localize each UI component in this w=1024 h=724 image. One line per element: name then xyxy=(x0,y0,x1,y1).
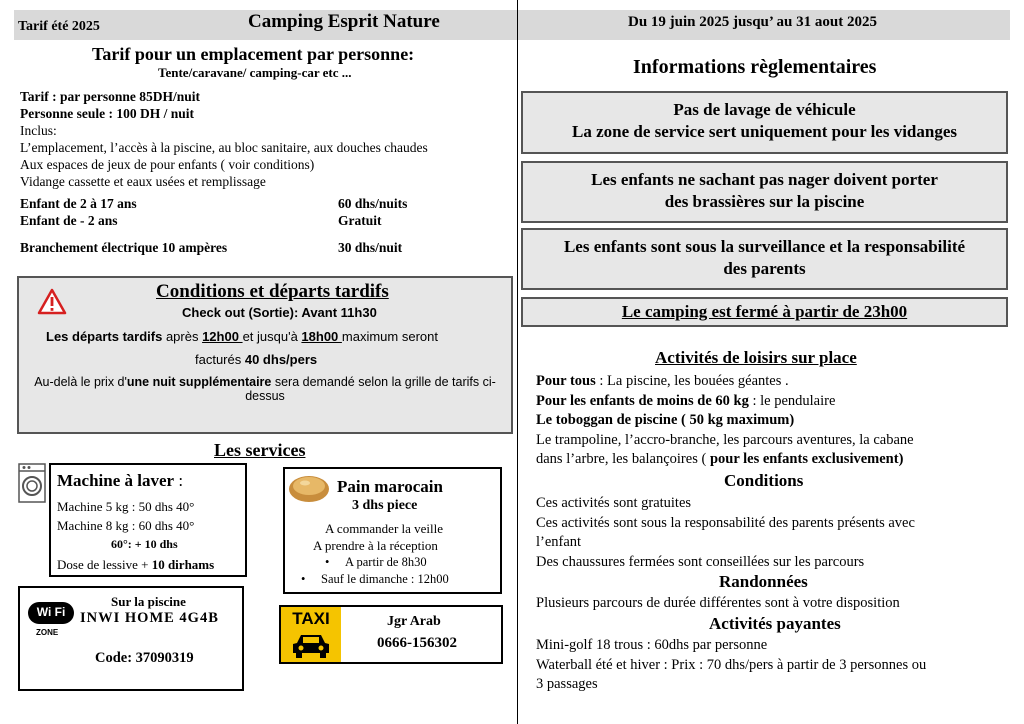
washer-box xyxy=(49,463,247,577)
taxi-name: Jgr Arab xyxy=(387,614,441,629)
washer-5kg: Machine 5 kg : 50 dhs 40° xyxy=(57,499,195,514)
washer-title: Machine à laver : xyxy=(57,471,184,490)
services-title: Les services xyxy=(214,440,306,460)
pricing-subtitle: Tente/caravane/ camping-car etc ... xyxy=(158,65,352,80)
paid-minigolf: Mini-golf 18 trous : 60dhs par personne xyxy=(536,637,768,653)
included-item: Vidange cassette et eaux usées et remplissage xyxy=(20,174,266,189)
wifi-zone: ZONE xyxy=(36,628,59,637)
column-divider xyxy=(517,0,518,724)
condition-shoes: Des chaussures fermées sont conseillées sur les parcours xyxy=(536,553,865,570)
rule-box-supervision xyxy=(521,228,1008,290)
tarif-label: Tarif été 2025 xyxy=(18,19,100,34)
activity-slide: Le toboggan de piscine ( 50 kg maximum) xyxy=(536,412,795,429)
checkout-time: Check out (Sortie): Avant 11h30 xyxy=(182,305,377,320)
pricing-details xyxy=(20,88,428,190)
condition-parents: Ces activités sont sous la responsabilité des parents présents avec xyxy=(536,514,915,531)
activity-under60: Pour les enfants de moins de 60 kg : le pendulaire xyxy=(536,392,836,409)
conditions-subtitle: Conditions xyxy=(724,471,804,490)
paid-waterball: Waterball été et hiver : Prix : 70 dhs/pers à partir de 3 personnes ou xyxy=(536,656,927,673)
activities-list xyxy=(536,372,914,470)
bread-icon xyxy=(288,472,330,504)
bread-box xyxy=(283,467,502,594)
rate-single: Personne seule : 100 DH / nuit xyxy=(20,106,194,121)
included-label: Inclus: xyxy=(20,123,57,138)
activity-kids-line2: dans l’arbre, les balançoires ( pour les enfants exclusivement) xyxy=(536,451,904,468)
wifi-box xyxy=(18,586,244,691)
taxi-icon: TAXI xyxy=(281,607,341,662)
hikes-title: Randonnées xyxy=(719,572,808,591)
washer-8kg: Machine 8 kg : 60 dhs 40° xyxy=(57,518,195,533)
condition-free: Ces activités sont gratuites xyxy=(536,495,692,511)
conditions-list xyxy=(536,494,915,572)
child-2-17-price: 60 dhs/nuits xyxy=(338,196,408,211)
electric-label: Branchement électrique 10 ampères xyxy=(20,240,228,255)
activity-all: Pour tous : La piscine, les bouées géantes . xyxy=(536,373,789,389)
rule-supervision-line2: des parents xyxy=(723,259,806,278)
bread-order: A commander la veille xyxy=(325,521,444,536)
extra-night-text: Au-delà le prix d'une nuit supplémentaire sera demandé selon la grille de tarifs ci-dessus xyxy=(34,375,496,403)
rate-person: Tarif : par personne 85DH/nuit xyxy=(20,89,201,104)
pricing-title: Tarif pour un emplacement par personne: xyxy=(92,44,415,64)
wifi-location: Sur la piscine xyxy=(111,594,186,609)
child-2-17-label: Enfant de 2 à 17 ans xyxy=(20,196,137,211)
date-range: Du 19 juin 2025 jusqu’ au 31 aout 2025 xyxy=(628,14,877,30)
child-under2-label: Enfant de - 2 ans xyxy=(20,213,118,228)
bread-pickup: A prendre à la réception xyxy=(313,538,438,553)
rule-no-washing: Pas de lavage de véhicule xyxy=(673,100,856,119)
paid-waterball-cont: 3 passages xyxy=(536,676,598,693)
conditions-title: Conditions et départs tardifs xyxy=(156,281,389,302)
activity-kids-line1: Le trampoline, l’accro-branche, les parcours aventures, la cabane xyxy=(536,431,914,448)
rule-swim-line2: des brassières sur la piscine xyxy=(664,192,865,211)
activities-title: Activités de loisirs sur place xyxy=(655,348,857,367)
camp-name: Camping Esprit Nature xyxy=(248,11,440,32)
wifi-logo: Wi Fi xyxy=(28,602,74,624)
bread-price: 3 dhs piece xyxy=(352,498,418,513)
rule-supervision-line1: Les enfants sont sous la surveillance et la responsabilité xyxy=(563,237,966,256)
bread-sunday: • Sauf le dimanche : 12h00 xyxy=(301,572,449,586)
rule-closing-time: Le camping est fermé à partir de 23h00 xyxy=(621,302,908,321)
taxi-box xyxy=(279,605,503,664)
electric-price: 30 dhs/nuit xyxy=(338,240,403,255)
late-departure-text: Les départs tardifs après 12h00 et jusqu'à 18h00 maximum seront xyxy=(46,329,438,344)
washer-60deg: 60°: + 10 dhs xyxy=(111,537,178,551)
bread-title: Pain marocain xyxy=(337,477,443,496)
rule-service-zone: La zone de service sert uniquement pour les vidanges xyxy=(571,122,957,141)
rules-title: Informations règlementaires xyxy=(633,56,877,78)
rule-swim-line1: Les enfants ne sachant pas nager doivent porter xyxy=(591,170,938,189)
bread-hours: • A partir de 8h30 xyxy=(325,555,427,569)
child-under2-price: Gratuit xyxy=(338,213,382,228)
included-item: Aux espaces de jeux de pour enfants ( voir conditions) xyxy=(20,157,315,172)
rule-box-closing xyxy=(521,297,1008,327)
wifi-code: Code: 37090319 xyxy=(95,650,194,666)
wifi-network: INWI HOME 4G4B xyxy=(80,610,219,626)
rule-box-vehicle xyxy=(521,91,1008,154)
conditions-box xyxy=(17,276,513,434)
paid-list xyxy=(536,636,926,695)
washing-machine-icon xyxy=(18,463,46,503)
rule-box-swim xyxy=(521,161,1008,223)
condition-child: l’enfant xyxy=(536,534,582,551)
washer-detergent: Dose de lessive + 10 dirhams xyxy=(57,557,215,572)
late-fee-text: facturés 40 dhs/pers xyxy=(195,352,318,367)
taxi-phone: 0666-156302 xyxy=(377,635,457,651)
warning-icon xyxy=(37,288,67,315)
paid-title: Activités payantes xyxy=(709,614,841,633)
included-item: L’emplacement, l’accès à la piscine, au bloc sanitaire, aux douches chaudes xyxy=(20,140,428,155)
hikes-text: Plusieurs parcours de durée différentes sont à votre disposition xyxy=(536,595,900,611)
